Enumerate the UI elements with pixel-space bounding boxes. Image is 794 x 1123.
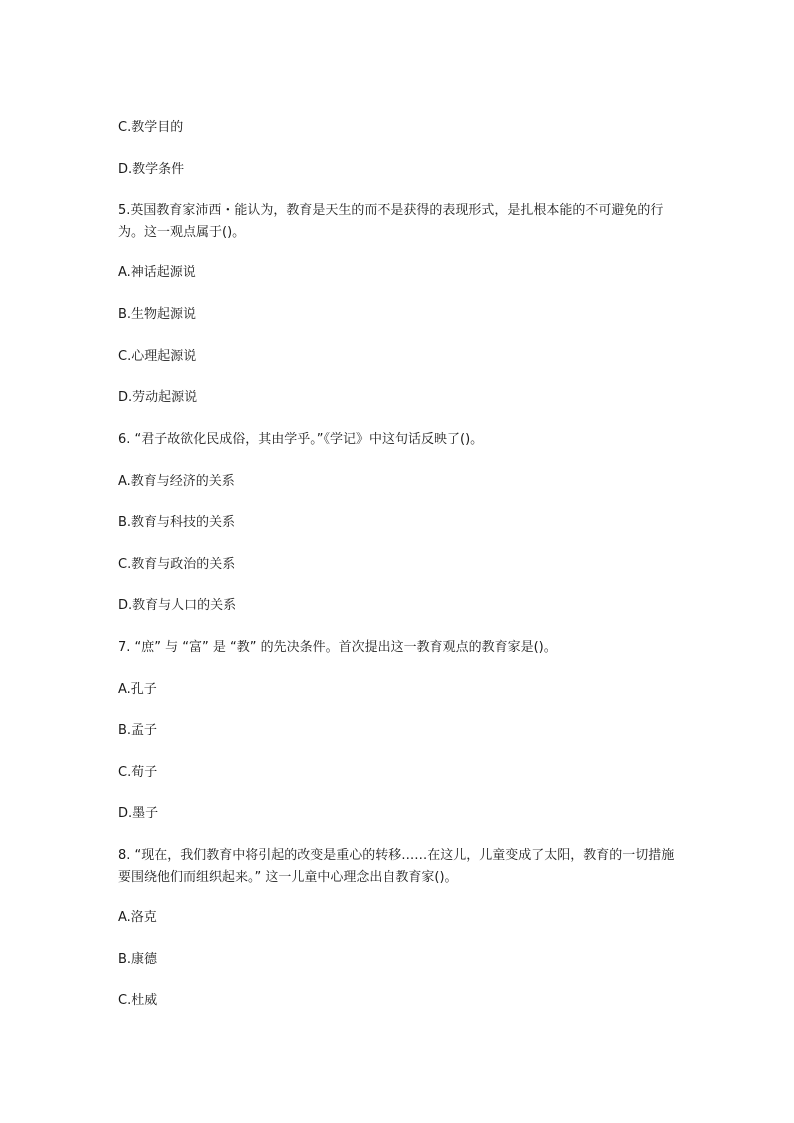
option-c-q8: C.杜威 (118, 993, 158, 1008)
option-c-q5: C.心理起源说 (118, 349, 197, 364)
option-d-q4: D.教学条件 (118, 162, 185, 177)
option-c-q6: C.教育与政治的关系 (118, 557, 236, 572)
option-d-q5: D.劳动起源说 (118, 390, 198, 405)
option-a-q6: A.教育与经济的关系 (118, 474, 235, 489)
option-b-q5: B.生物起源说 (118, 307, 197, 322)
question-7: 7. “庶” 与 “富” 是 “教” 的先决条件。首次提出这一教育观点的教育家是()。 (118, 640, 557, 655)
option-b-q7: B.孟子 (118, 723, 158, 738)
question-6: 6. “君子故欲化民成俗，其由学乎。”《学记》中这句话反映了()。 (118, 432, 484, 447)
option-b-q6: B.教育与科技的关系 (118, 515, 236, 530)
option-c-q7: C.荀子 (118, 765, 158, 780)
option-a-q5: A.神话起源说 (118, 265, 196, 280)
option-d-q7: D.墨子 (118, 806, 159, 821)
question-8: 8. “现在，我们教育中将引起的改变是重心的转移……在这儿，儿童变成了太阳，教育的一切措施要围绕他们而组织起来。” 这一儿童中心理念出自教育家()。 (118, 848, 675, 885)
question-5: 5.英国教育家沛西・能认为，教育是天生的而不是获得的表现形式，是扎根本能的不可避免的行为。这一观点属于()。 (118, 203, 664, 240)
option-c-q4: C.教学目的 (118, 120, 184, 135)
option-a-q8: A.洛克 (118, 910, 157, 925)
option-a-q7: A.孔子 (118, 682, 157, 697)
option-b-q8: B.康德 (118, 952, 158, 967)
option-d-q6: D.教育与人口的关系 (118, 598, 237, 613)
